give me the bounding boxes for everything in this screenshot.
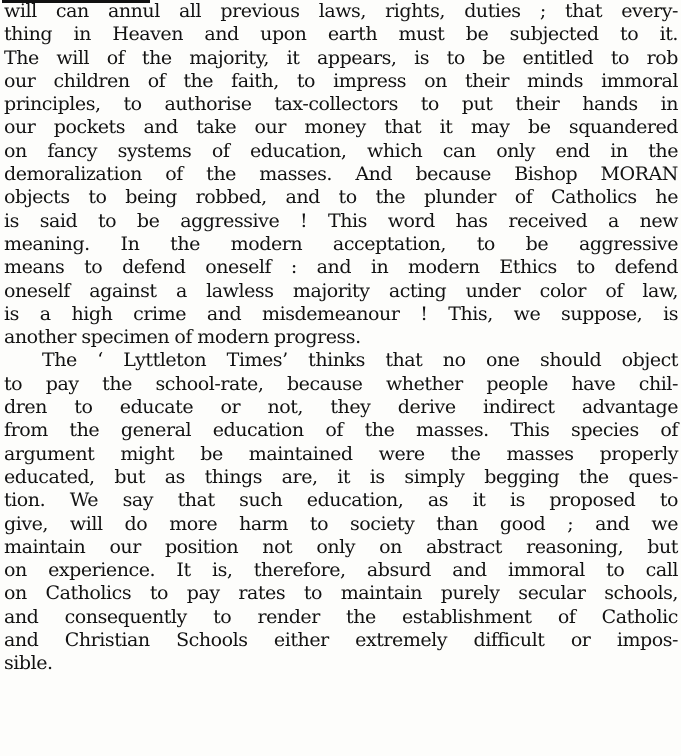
text-line: argument might be maintained were the masses properly bbox=[4, 442, 678, 465]
text-line: The will of the majority, it appears, is to be entitled to rob bbox=[4, 46, 678, 69]
article-column bbox=[4, 0, 678, 676]
text-line: tion. We say that such education, as it is proposed to bbox=[4, 489, 678, 512]
text-line: sible. bbox=[4, 652, 53, 675]
paragraph-1 bbox=[4, 0, 678, 349]
text-line: dren to educate or not, they derive indirect advantage bbox=[4, 396, 678, 419]
text-line: demoralization of the masses. And because Bishop MORAN bbox=[4, 163, 678, 186]
text-line: on experience. It is, therefore, absurd and immoral to call bbox=[4, 559, 678, 582]
text-line: on Catholics to pay rates to maintain purely secular schools, bbox=[4, 582, 678, 605]
text-line: from the general education of the masses. This species of bbox=[4, 419, 678, 442]
text-line: educated, but as things are, it is simply begging the ques- bbox=[4, 465, 678, 488]
text-line: The ‘ Lyttleton Times’ thinks that no one should object bbox=[42, 349, 678, 372]
text-line: and consequently to render the establishment of Catholic bbox=[4, 605, 678, 628]
text-line: meaning. In the modern acceptation, to be aggressive bbox=[4, 232, 678, 255]
text-line: principles, to authorise tax-collectors to put their hands in bbox=[4, 93, 678, 116]
text-line: thing in Heaven and upon earth must be subjected to it. bbox=[4, 23, 678, 46]
text-line: on fancy systems of education, which can only end in the bbox=[4, 139, 678, 162]
text-line: our pockets and take our money that it may be squandered bbox=[4, 116, 678, 139]
text-line: maintain our position not only on abstract reasoning, but bbox=[4, 535, 678, 558]
text-line: give, will do more harm to society than good ; and we bbox=[4, 512, 678, 535]
text-line: our children of the faith, to impress on their minds immoral bbox=[4, 69, 678, 92]
text-line: will can annul all previous laws, rights, duties ; that every- bbox=[4, 0, 678, 22]
text-line: another specimen of modern progress. bbox=[4, 326, 361, 349]
text-line: is said to be aggressive ! This word has received a new bbox=[4, 209, 678, 232]
text-line: is a high crime and misdemeanour ! This, we suppose, is bbox=[4, 302, 678, 325]
text-line: oneself against a lawless majority acting under color of law, bbox=[4, 279, 678, 302]
text-line: to pay the school-rate, because whether people have chil- bbox=[4, 372, 678, 395]
text-line: and Christian Schools either extremely difficult or impos- bbox=[4, 629, 678, 652]
paragraph-2 bbox=[4, 349, 678, 675]
text-line: objects to being robbed, and to the plunder of Catholics he bbox=[4, 186, 678, 209]
text-line: means to defend oneself : and in modern Ethics to defend bbox=[4, 256, 678, 279]
